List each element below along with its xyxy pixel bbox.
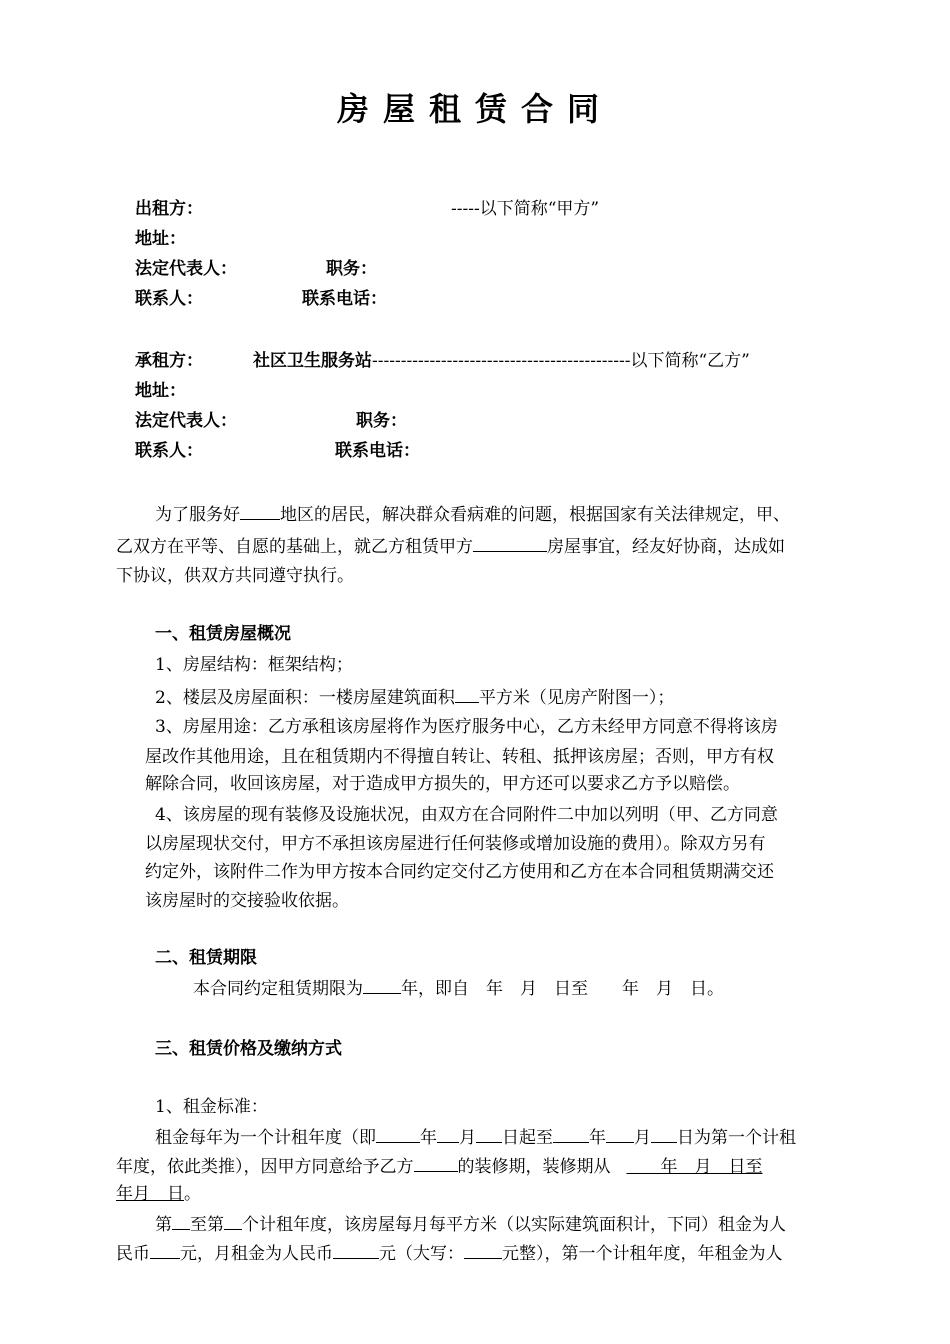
blank-field xyxy=(414,1155,458,1172)
party-a-contact-label: 联系人： xyxy=(135,289,203,309)
section-1-item-2: 2、楼层及房屋面积：一楼房屋建筑面积 平方米（见房产附图一）； xyxy=(155,688,675,708)
section-1-item-4-line-2: 以房屋现状交付，甲方不承担该房屋进行任何装修或增加设施的费用）。除双方另有 xyxy=(145,834,766,854)
blank-field xyxy=(651,1126,677,1143)
section-1-heading: 一、租赁房屋概况 xyxy=(155,624,291,644)
blank-field xyxy=(473,535,547,552)
rent-paragraph-line-4: 第 至第 个计租年度，该房屋每月每平方米（以实际建筑面积计，下同）租金为人 xyxy=(155,1215,786,1235)
blank-field xyxy=(606,1126,634,1143)
section-1-item-3-line-2: 屋改作其他用途，且在租赁期内不得擅自转让、转租、抵押该房屋；否则，甲方有权 xyxy=(145,747,774,767)
intro-line-1: 为了服务好 地区的居民，解决群众看病难的问题，根据国家有关法律规定，甲、 xyxy=(155,505,790,525)
party-b-contact-label: 联系人： xyxy=(135,441,203,461)
blank-field xyxy=(553,1126,589,1143)
party-b-phone-label: 联系电话： xyxy=(335,441,420,461)
section-1-item-3-line-3: 解除合同，收回该房屋，对于造成甲方损失的，甲方还可以要求乙方予以赔偿。 xyxy=(145,774,740,794)
party-a-rep-label: 法定代表人： xyxy=(135,259,237,279)
lessee-name: 社区卫生服务站 xyxy=(253,351,372,371)
intro-line-2: 乙双方在平等、自愿的基础上，就乙方租赁甲方 房屋事宜，经友好协商，达成如 xyxy=(116,537,785,557)
rent-paragraph-line-2: 年度，依此类推），因甲方同意给予乙方 的装修期，装修期从 年 月 日至 xyxy=(116,1157,763,1177)
blank-field xyxy=(172,1213,190,1230)
blank-field xyxy=(224,1213,242,1230)
section-2-heading: 二、租赁期限 xyxy=(155,948,257,968)
section-3-heading: 三、租赁价格及缴纳方式 xyxy=(155,1039,342,1059)
rent-paragraph-line-5: 民币 元，月租金为人民币 元（大写： 元整），第一个计租年度，年租金为人 xyxy=(116,1244,783,1264)
party-a-position-label: 职务： xyxy=(326,259,377,279)
section-1-item-4-line-1: 4、该房屋的现有装修及设施状况，由双方在合同附件二中加以列明（甲、乙方同意 xyxy=(155,805,778,825)
party-a-abbr: -----以下简称“甲方” xyxy=(451,199,600,219)
section-1-item-3-line-1: 3、房屋用途：乙方承租该房屋将作为医疗服务中心，乙方未经甲方同意不得将该房 xyxy=(155,717,778,737)
section-2-text: 本合同约定租赁期限为 年，即自 年 月 日至 年 月 日。 xyxy=(193,979,724,999)
blank-field xyxy=(476,1126,502,1143)
lessee-label: 承租方： xyxy=(135,351,203,371)
section-3-sub-1: 1、租金标准： xyxy=(155,1097,268,1117)
blank-field xyxy=(240,503,280,520)
party-b-rep-label: 法定代表人： xyxy=(135,411,237,431)
blank-field xyxy=(376,1126,420,1143)
party-b-abbr: ---------------------------------------------以下简称“乙方” xyxy=(372,351,750,371)
rent-paragraph-line-3: 年月 日。 xyxy=(116,1184,201,1204)
blank-field xyxy=(333,1242,379,1259)
blank-field xyxy=(363,977,401,994)
section-1-item-1: 1、房屋结构：框架结构； xyxy=(155,655,353,675)
section-1-item-4-line-4: 该房屋时的交接验收依据。 xyxy=(145,891,349,911)
party-a-address-label: 地址： xyxy=(135,229,186,249)
party-b-position-label: 职务： xyxy=(356,411,407,431)
section-1-item-4-line-3: 约定外，该附件二作为甲方按本合同约定交付乙方使用和乙方在本合同租赁期满交还 xyxy=(145,862,774,882)
party-a-phone-label: 联系电话： xyxy=(302,289,387,309)
blank-field xyxy=(437,1126,459,1143)
blank-field xyxy=(150,1242,180,1259)
intro-line-3: 下协议，供双方共同遵守执行。 xyxy=(116,566,354,586)
lessor-label: 出租方： xyxy=(135,199,203,219)
blank-field xyxy=(464,1242,502,1259)
party-b-address-label: 地址： xyxy=(135,381,186,401)
document-title: 房屋租赁合同 xyxy=(336,90,613,128)
rent-paragraph-line-1: 租金每年为一个计租年度（即 年 月 日起至 年 月 日为第一个计租 xyxy=(155,1128,796,1148)
blank-field xyxy=(455,686,479,703)
